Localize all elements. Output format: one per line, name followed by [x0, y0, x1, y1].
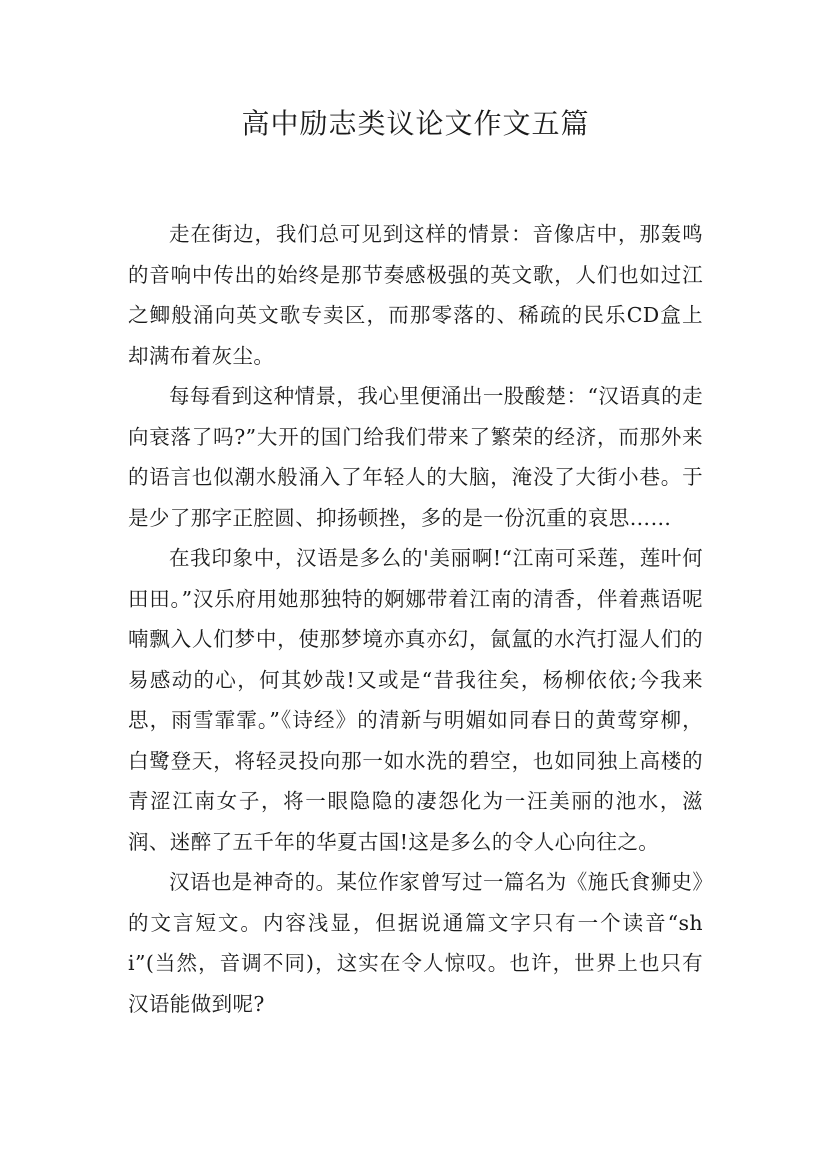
- document-title: 高中励志类议论文作文五篇: [241, 107, 590, 140]
- paragraph-2: 每每看到这种情景，我心里便涌出一股酸楚：“汉语真的走向衰落了吗?”大开的国门给我们带来了繁荣的经济，而那外来的语言也似潮水般涌入了年轻人的大脑，淹没了大街小巷。于是少了那字正腔圆、抑扬顿挫，多的是一份沉重的哀思……: [128, 384, 703, 530]
- document-body: [128, 214, 703, 1024]
- paragraph-4: 汉语也是神奇的。某位作家曾写过一篇名为《施氏食狮史》的文言短文。内容浅显，但据说通篇文字只有一个读音“shi”(当然，音调不同)，这实在令人惊叹。也许，世界上也只有汉语能做到呢?: [128, 870, 703, 1016]
- paragraph-1: 走在街边，我们总可见到这样的情景：音像店中，那轰鸣的音响中传出的始终是那节奏感极强的英文歌，人们也如过江之鲫般涌向英文歌专卖区，而那零落的、稀疏的民乐CD盒上却满布着灰尘。: [128, 222, 703, 368]
- paragraph-3: 在我印象中，汉语是多么的'美丽啊!“江南可采莲，莲叶何田田。”汉乐府用她那独特的婀娜带着江南的清香，伴着燕语呢喃飘入人们梦中，使那梦境亦真亦幻，氤氲的水汽打湿人们的易感动的心，何其妙哉!又或是“昔我往矣，杨柳依依;今我来思，雨雪霏霏。”《诗经》的清新与明媚如同春日的黄莺穿柳，白鹭登天，将轻灵投向那一如水洗的碧空，也如同独上高楼的青涩江南女子，将一眼隐隐的凄怨化为一汪美丽的池水，滋润、迷醉了五千年的华夏古国!这是多么的令人心向往之。: [128, 546, 703, 854]
